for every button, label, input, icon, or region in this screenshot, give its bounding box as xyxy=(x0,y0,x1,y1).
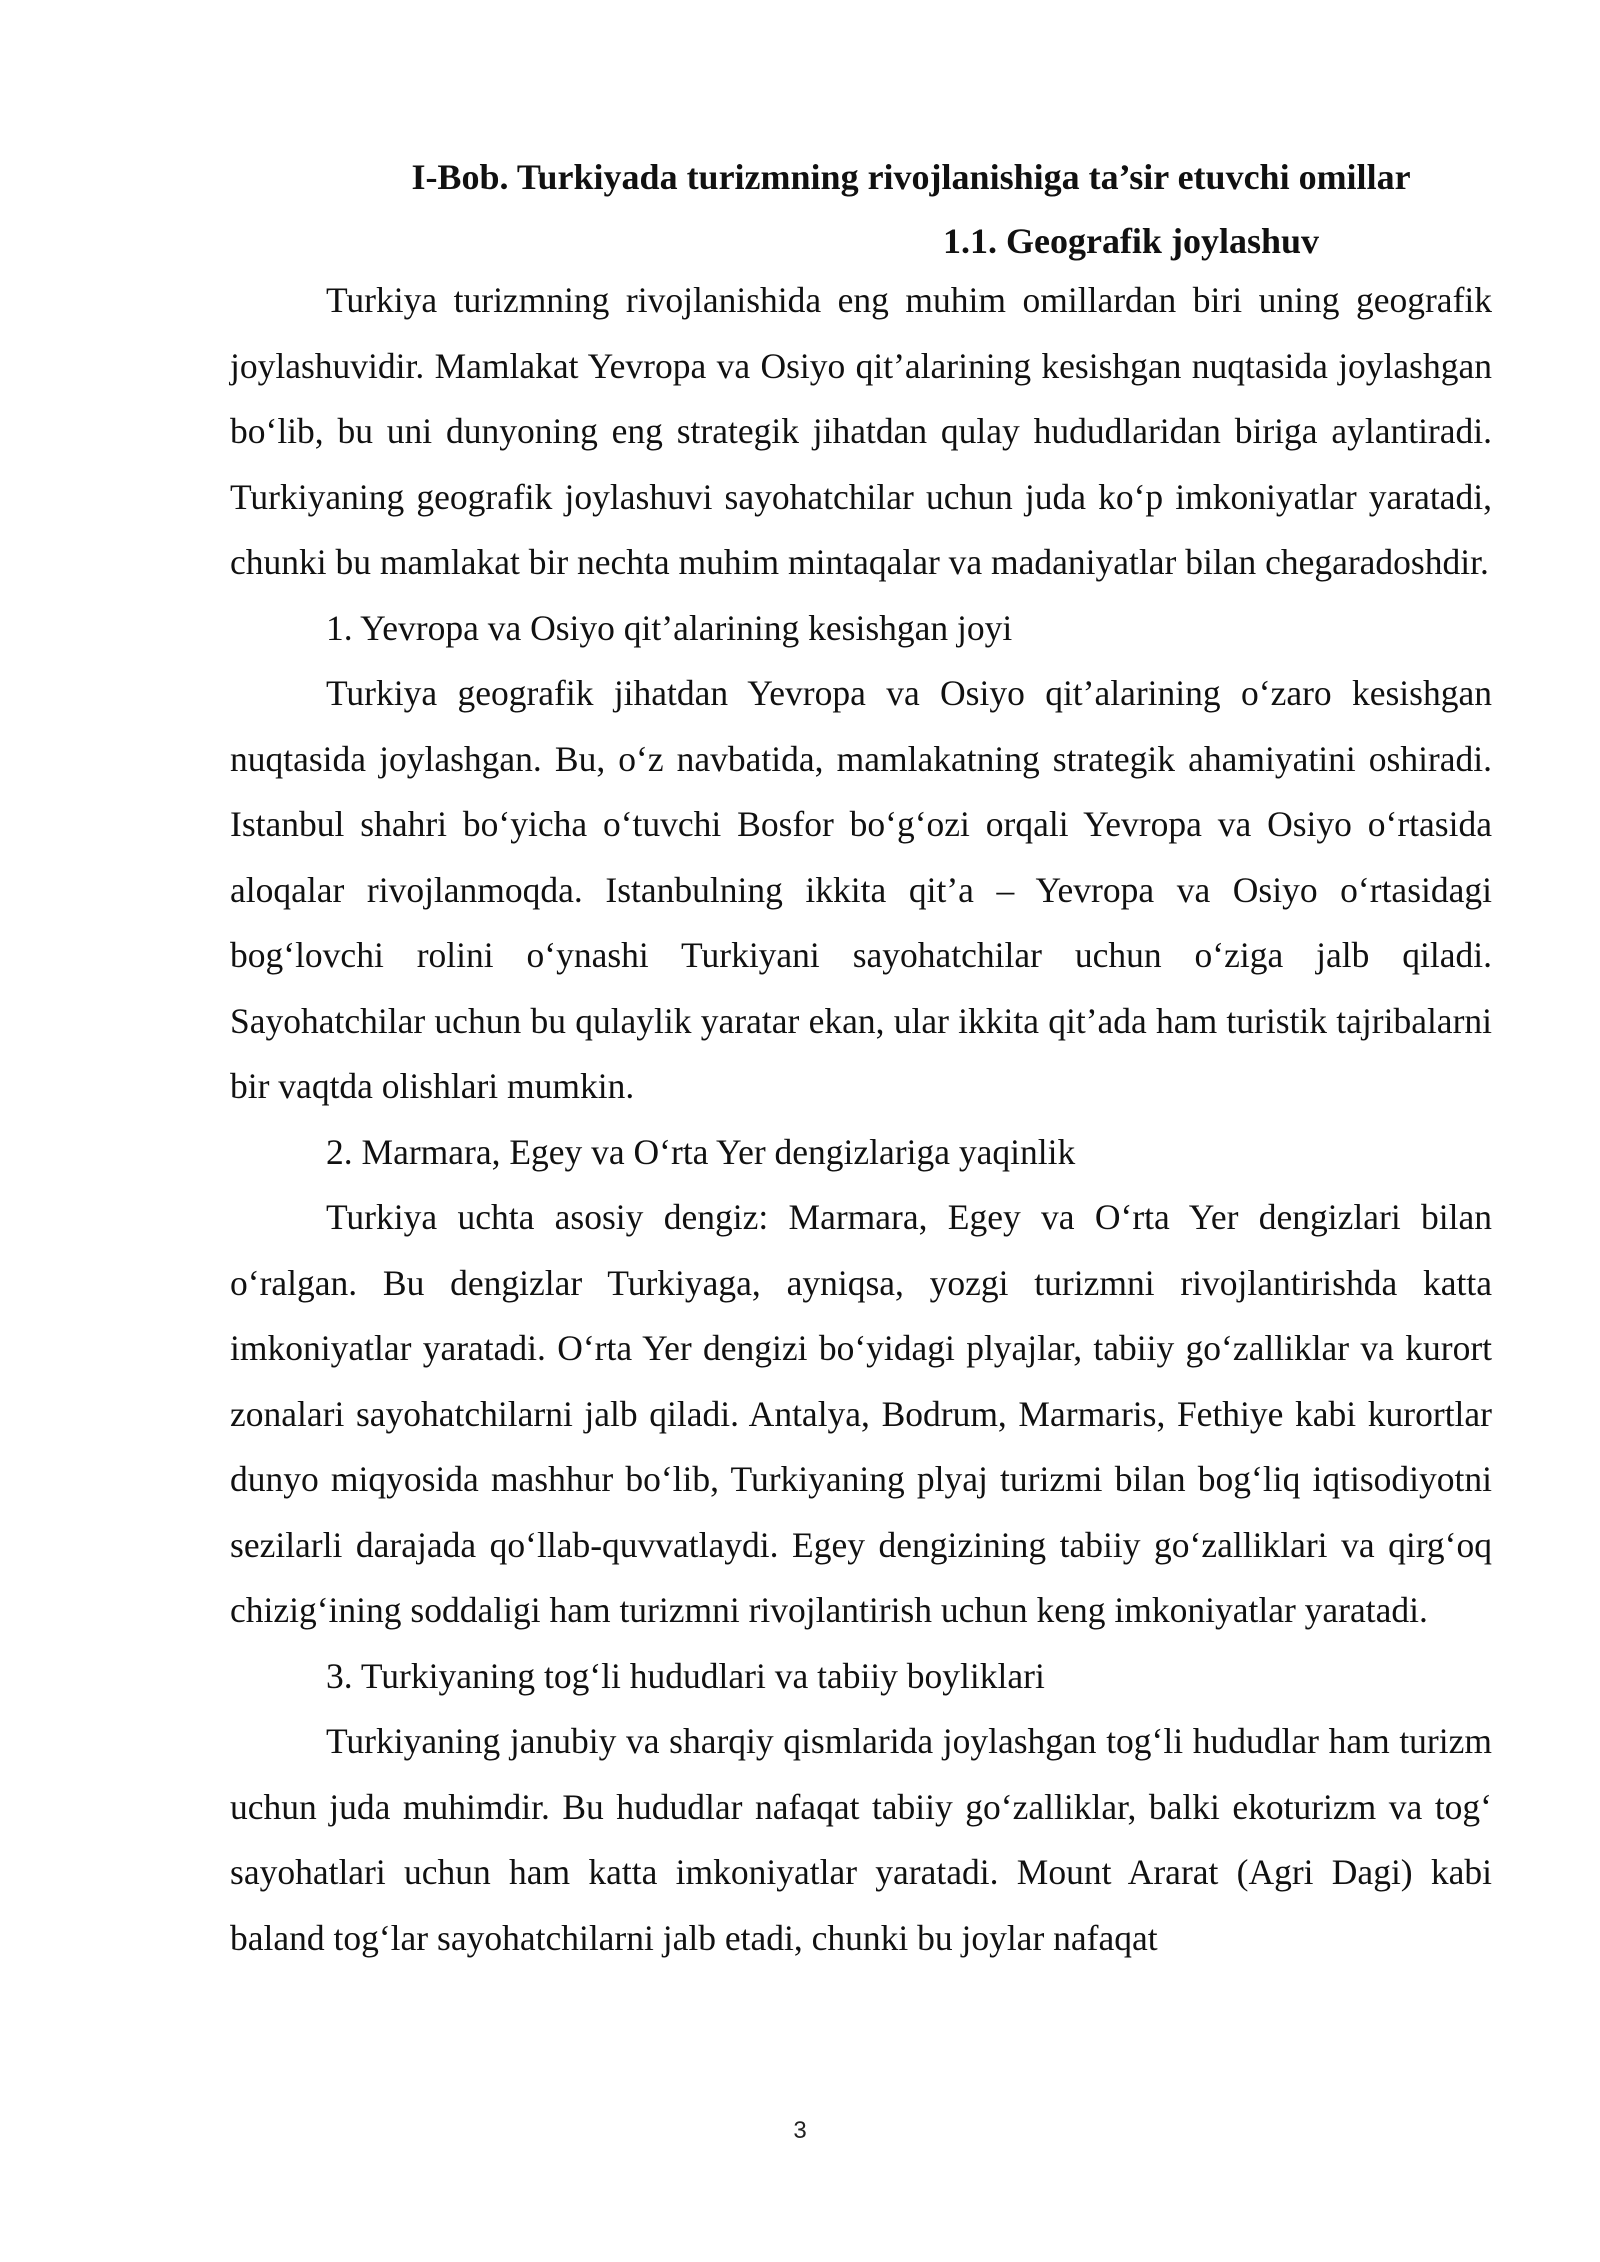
item-paragraph-3: Turkiyaning janubiy va sharqiy qismlarida joylashgan tog‘li hududlar ham turizm uchun juda muhimdir. Bu hududlar nafaqat tabiiy go‘zalliklar, balki ekoturizm va tog‘ sayohatlari uchun ham katta imkoniyatlar yaratadi. Mount Ararat (Agri Dagi) kabi baland tog‘lar sayohatchilarni jalb etadi, chunki bu joylar nafaqat xyxy=(230,1721,1492,1958)
item-heading-2: 2. Marmara, Egey va O‘rta Yer dengizlariga yaqinlik xyxy=(326,1131,1076,1172)
item-heading-1: 1. Yevropa va Osiyo qit’alarining kesishgan joyi xyxy=(326,607,1013,648)
section-title: 1.1. Geografik joylashuv xyxy=(942,221,1319,261)
intro-paragraph: Turkiya turizmning rivojlanishida eng muhim omillardan biri uning geografik joylashuvidir. Mamlakat Yevropa va Osiyo qit’alarining kesishgan nuqtasida joylashgan bo‘lib, bu uni dunyoning eng strategik jihatdan qulay hududlaridan biriga aylantiradi. Turkiyaning geografik joylashuvi sayohatchilar uchun juda ko‘p imkoniyatlar yaratadi, chunki bu mamlakat bir nechta muhim mintaqalar va madaniyatlar bilan chegaradoshdir. xyxy=(230,280,1492,582)
document-page xyxy=(230,150,1492,1971)
page-number: 3 xyxy=(793,2117,807,2144)
item-paragraph-1: Turkiya geografik jihatdan Yevropa va Osiyo qit’alarining o‘zaro kesishgan nuqtasida joylashgan. Bu, o‘z navbatida, mamlakatning strategik ahamiyatini oshiradi. Istanbul shahri bo‘yicha o‘tuvchi Bosfor bo‘g‘ozi orqali Yevropa va Osiyo o‘rtasida aloqalar rivojlanmoqda. Istanbulning ikkita qit’a – Yevropa va Osiyo o‘rtasidagi bog‘lovchi rolini o‘ynashi Turkiyani sayohatchilar uchun o‘ziga jalb qiladi. Sayohatchilar uchun bu qulaylik yaratar ekan, ular ikkita qit’ada ham turistik tajribalarni bir vaqtda olishlari mumkin. xyxy=(230,673,1492,1106)
item-heading-3: 3. Turkiyaning tog‘li hududlari va tabiiy boyliklari xyxy=(326,1655,1045,1696)
chapter-title: I-Bob. Turkiyada turizmning rivojlanishiga ta’sir etuvchi omillar xyxy=(411,157,1411,197)
item-paragraph-2: Turkiya uchta asosiy dengiz: Marmara, Egey va O‘rta Yer dengizlari bilan o‘ralgan. Bu dengizlar Turkiyaga, ayniqsa, yozgi turizmni rivojlantirishda katta imkoniyatlar yaratadi. O‘rta Yer dengizi bo‘yidagi plyajlar, tabiiy go‘zalliklar va kurort zonalari sayohatchilarni jalb qiladi. Antalya, Bodrum, Marmaris, Fethiye kabi kurortlar dunyo miqyosida mashhur bo‘lib, Turkiyaning plyaj turizmi bilan bog‘liq iqtisodiyotni sezilarli darajada qo‘llab-quvvatlaydi. Egey dengizining tabiiy go‘zalliklari va qirg‘oq chizig‘ining soddaligi ham turizmni rivojlantirish uchun keng imkoniyatlar yaratadi. xyxy=(230,1197,1492,1630)
